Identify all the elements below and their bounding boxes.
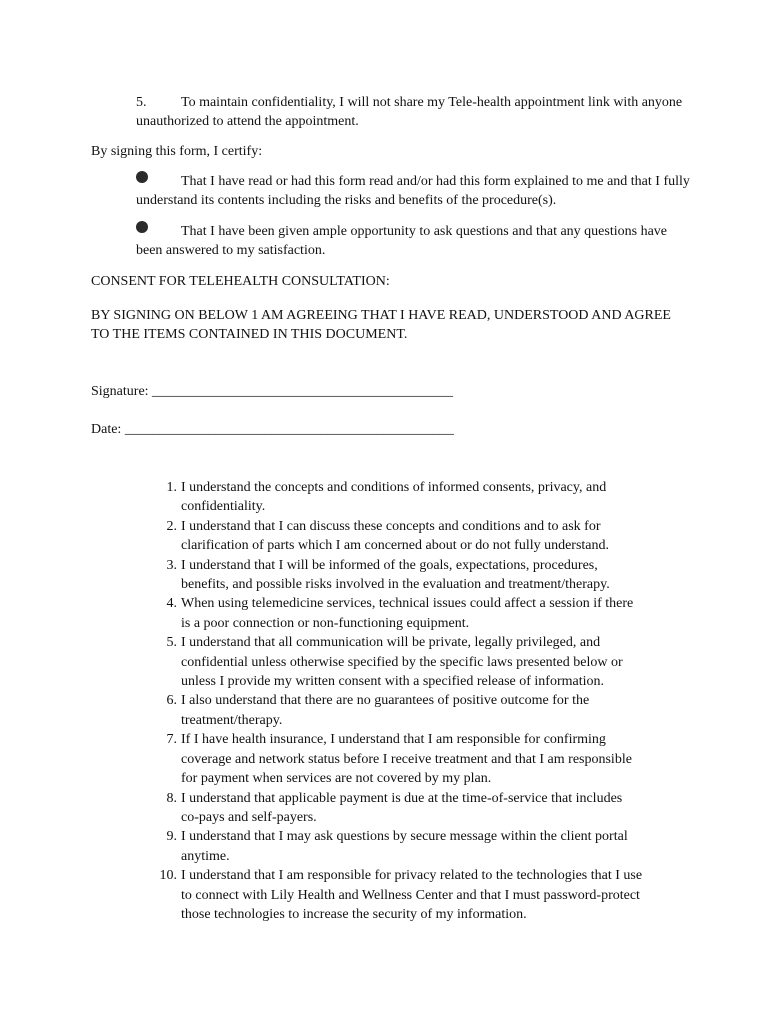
list-item — [150, 827, 690, 866]
list-item-number: 6. — [166, 693, 177, 709]
list-item-line: anytime. — [181, 848, 230, 864]
list-item-number: 2. — [166, 518, 177, 534]
certify-bullet-2 — [136, 222, 696, 261]
list-item-line: I understand that applicable payment is due at the time-of-service that includes — [181, 790, 623, 806]
agreement-statement: BY SIGNING ON BELOW 1 AM AGREEING THAT I HAVE READ, UNDERSTOOD AND AGREE TO THE ITEMS CONTAINED IN THIS DOCUMENT. — [91, 308, 671, 343]
list-item — [150, 478, 690, 517]
list-item-number: 3. — [166, 557, 177, 573]
list-item-line: I understand that I will be informed of the goals, expectations, procedures, — [181, 557, 598, 573]
certify-bullet-2-text: That I have been given ample opportunity to ask questions and that any questions have been answered to my satisfaction. — [136, 224, 667, 259]
list-item-line: I understand that all communication will be private, legally privileged, and — [181, 635, 601, 651]
list-item-number: 10. — [159, 868, 177, 884]
list-item-line: benefits, and possible risks involved in the evaluation and treatment/therapy. — [181, 577, 610, 593]
list-item-line: When using telemedicine services, technical issues could affect a session if there — [181, 596, 634, 612]
certify-bullet-1 — [136, 172, 696, 211]
list-item — [150, 633, 690, 691]
list-item — [150, 691, 690, 730]
list-item-number: 7. — [166, 732, 177, 748]
list-item-line: I also understand that there are no guarantees of positive outcome for the — [181, 693, 590, 709]
list-item-line: co-pays and self-payers. — [181, 809, 317, 825]
list-item-number: 1. — [166, 480, 177, 495]
list-item-line: is a poor connection or non-functioning equipment. — [181, 615, 470, 631]
list-item-number: 8. — [166, 790, 177, 806]
item-5-text: To maintain confidentiality, I will not share my Tele-health appointment link with anyone unauthorized to attend the appointment. — [136, 95, 683, 130]
consent-items-list — [150, 478, 690, 924]
list-item-number: 4. — [166, 596, 177, 612]
list-item-line: If I have health insurance, I understand that I am responsible for confirming — [181, 732, 606, 748]
list-item-line: I understand that I am responsible for privacy related to the technologies that I use — [181, 868, 643, 884]
item-5-paragraph — [136, 93, 696, 132]
list-item — [150, 556, 690, 595]
consent-heading: CONSENT FOR TELEHEALTH CONSULTATION: — [91, 274, 390, 289]
list-item-line: confidentiality. — [181, 499, 266, 515]
list-item — [150, 517, 690, 556]
item-5-number: 5. — [136, 95, 147, 110]
list-item-line: unless I provide my written consent with a specified release of information. — [181, 674, 604, 690]
list-item-line: clarification of parts which I am concerned about or do not fully understand. — [181, 538, 610, 554]
list-item-line: coverage and network status before I receive treatment and that I am responsible — [181, 751, 632, 767]
list-item-line: to connect with Lily Health and Wellness Center and that I must password-protect — [181, 887, 640, 903]
bullet-dot-icon — [136, 221, 148, 233]
list-item-line: confidential unless otherwise specified by the specific laws presented below or — [181, 654, 623, 670]
certify-intro: By signing this form, I certify: — [91, 144, 263, 159]
certify-bullet-1-text: That I have read or had this form read and/or had this form explained to me and that I fully understand its contents including the risks and benefits of the procedure(s). — [136, 174, 690, 209]
list-item-line: treatment/therapy. — [181, 712, 283, 728]
list-item — [150, 730, 690, 788]
list-item — [150, 866, 690, 924]
list-item-line: I understand the concepts and conditions of informed consents, privacy, and — [181, 480, 607, 495]
list-item — [150, 594, 690, 633]
list-item-line: I understand that I may ask questions by secure message within the client portal — [181, 829, 628, 845]
list-item-number: 5. — [166, 635, 177, 651]
signature-field[interactable]: Signature: ___________________________________________ — [91, 384, 454, 399]
bullet-dot-icon — [136, 171, 148, 183]
list-item-line: those technologies to increase the security of my information. — [181, 906, 527, 922]
list-item-number: 9. — [166, 829, 177, 845]
list-item-line: for payment when services are not covered by my plan. — [181, 771, 492, 787]
list-item-line: I understand that I can discuss these concepts and conditions and to ask for — [181, 518, 601, 534]
date-field[interactable]: Date: _______________________________________________ — [91, 422, 454, 437]
list-item — [150, 789, 690, 828]
